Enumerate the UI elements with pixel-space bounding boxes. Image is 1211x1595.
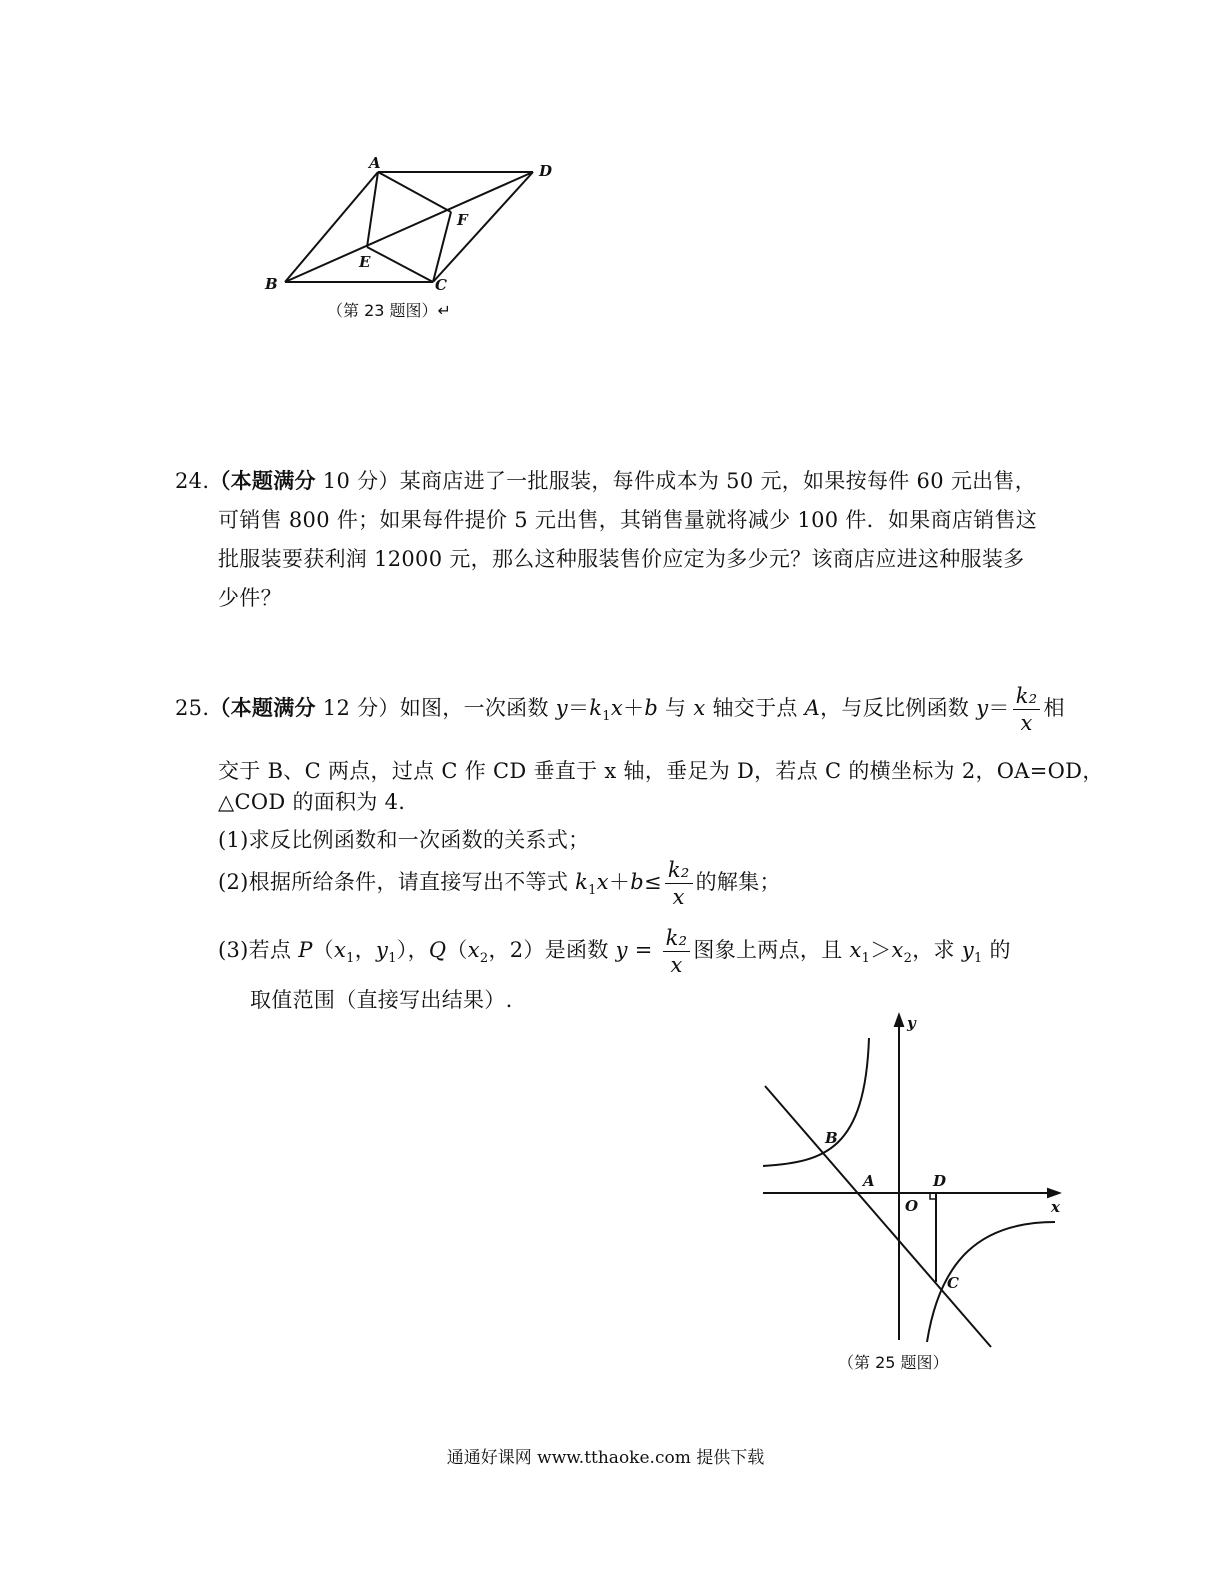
label-c: C (947, 1274, 959, 1292)
figure-23-parallelogram (255, 150, 575, 300)
fraction-k2-over-x: $\frac{\text{k₂}}{x}$ (1013, 683, 1041, 736)
q25-line-3: △COD 的面积为 4. (218, 790, 406, 814)
label-c: C (435, 276, 447, 294)
label-a: A (863, 1172, 875, 1190)
label-d: D (539, 162, 553, 180)
line-y-k1x-b (765, 1086, 991, 1347)
label-b: B (265, 275, 278, 293)
q24-line-2: 可销售 800 件；如果每件提价 5 元出售，其销售量就将减少 100 件．如果商店销售这 (218, 508, 1038, 532)
label-y: y (907, 1014, 916, 1032)
q25-part-2: (2)根据所给条件，请直接写出不等式 $k_1x+b\le$ $\frac{\text{k₂}}{x}$ 的解集； (218, 858, 781, 909)
label-f: F (457, 211, 468, 229)
x-axis-arrow (1048, 1189, 1059, 1197)
label-a: A (369, 154, 381, 172)
label-o: O (905, 1197, 919, 1215)
q24-line-1: 24.（本题满分 10 分）某商店进了一批服装，每件成本为 50 元，如果按每件 60 元出售， (175, 468, 1037, 493)
figure-25-caption: （第 25 题图） (838, 1353, 949, 1372)
segment-af (378, 172, 451, 212)
figure-23-caption: （第 23 题图）↵ (327, 301, 451, 320)
label-e: E (359, 253, 371, 271)
y-axis-arrow (895, 1015, 903, 1026)
q25-part-3: (3)若点 $P(x_1$，$y_1$），$Q(x_2$，2）是函数 y = $\frac{\text{k₂}}{x}$ 图象上两点，且 $x_1>x_2$，求 $y_1$ 的 (218, 926, 1011, 977)
q25-part-1: (1)求反比例函数和一次函数的关系式； (218, 828, 590, 852)
q25-line-2: 交于 B、C 两点，过点 C 作 CD 垂直于 x 轴，垂足为 D，若点 C 的横坐标为 2，OA=OD， (218, 759, 1104, 783)
q24-line-3: 批服装要获利润 12000 元，那么这种服装售价应定为多少元？该商店应进这种服装多 (218, 547, 1025, 571)
q24-line-4: 少件？ (218, 586, 282, 610)
label-b: B (825, 1129, 838, 1147)
figure-25-graph (755, 1010, 1075, 1350)
fraction-k2-over-x-2: $\frac{\text{k₂}}{x}$ (665, 857, 693, 910)
q25-line-1: 25.（本题满分 12 分）如图，一次函数 $y=k_1x+b$ 与 x 轴交于点 A，与反比例函数 y＝ $\frac{\text{k₂}}{x}$ 相 (175, 684, 1065, 735)
segment-ec (367, 247, 433, 282)
footer-source: 通通好课网 www.tthaoke.com 提供下载 (446, 1448, 765, 1468)
label-x: x (1051, 1198, 1060, 1216)
label-d: D (933, 1172, 947, 1190)
fraction-k2-over-x-3: $\frac{\text{k₂}}{x}$ (663, 925, 691, 978)
q25-part-3-line-2: 取值范围（直接写出结果）. (250, 988, 513, 1012)
